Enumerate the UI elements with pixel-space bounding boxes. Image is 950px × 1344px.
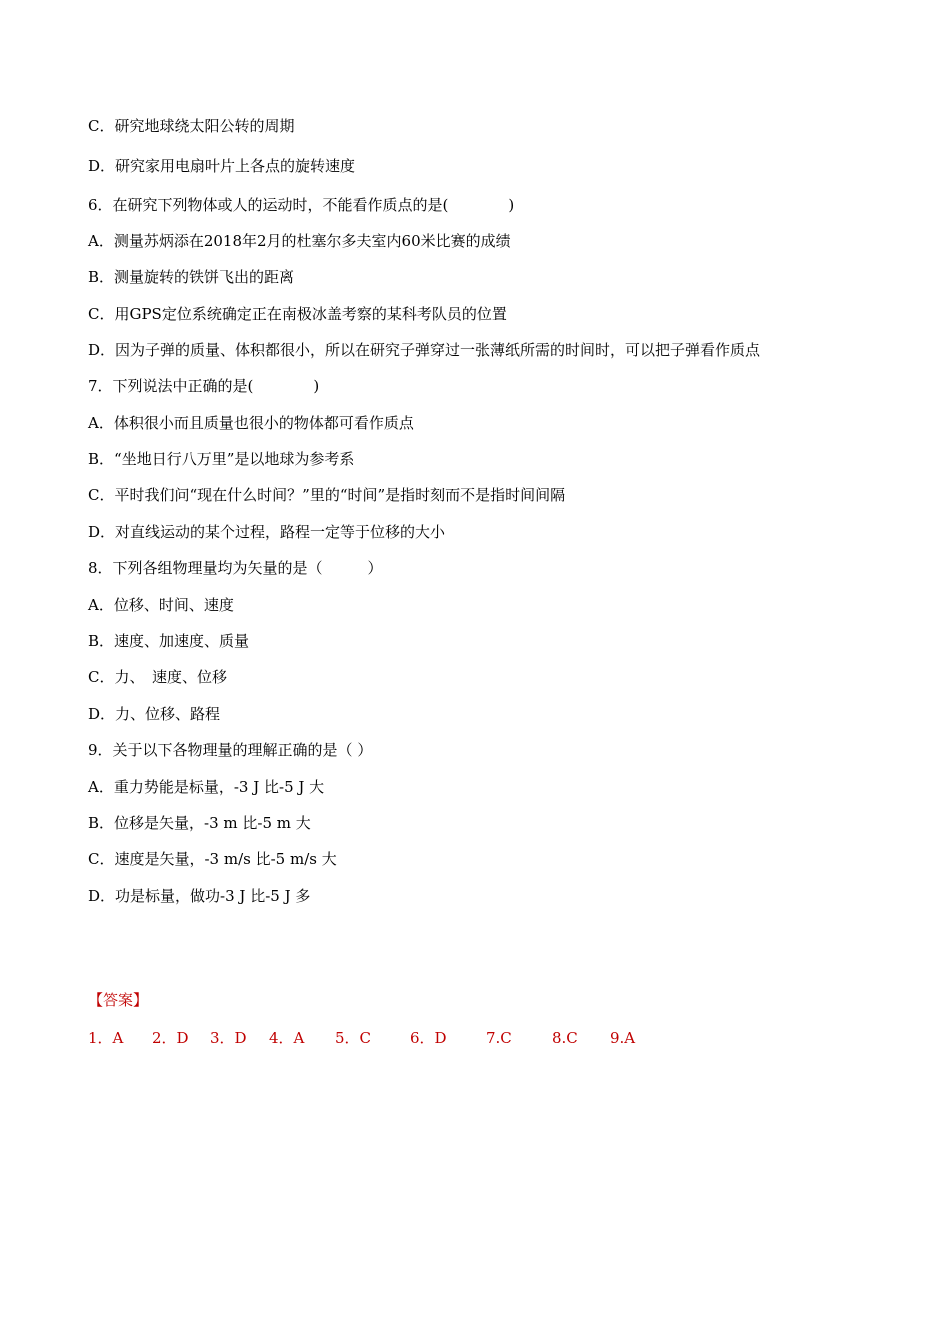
- answer-item: 6．D: [410, 1029, 447, 1047]
- option-text: A．位移、时间、速度: [88, 596, 234, 614]
- option-text: D．对直线运动的某个过程，路程一定等于位移的大小: [88, 523, 446, 541]
- answer-item: 5．C: [335, 1029, 372, 1047]
- option-7A: [88, 413, 414, 433]
- option-text: B．位移是矢量，-3 m 比-5 m 大: [88, 814, 311, 832]
- option-text: B．速度、加速度、质量: [88, 632, 250, 650]
- answer-list: [88, 1028, 635, 1048]
- option-7B: [88, 449, 354, 469]
- option-9C: [88, 849, 337, 869]
- option-text: B．“坐地日行八万里”是以地球为参考系: [88, 450, 355, 468]
- answer-heading: 【答案】: [88, 991, 149, 1009]
- option-text: D．因为子弹的质量、体积都很小，所以在研究子弹穿过一张薄纸所需的时间时，可以把子弹看作质点: [88, 341, 761, 359]
- question-6: [88, 195, 514, 215]
- answer-item: 8.C: [552, 1029, 578, 1047]
- option-6D: [88, 340, 760, 360]
- option-5C: [88, 116, 294, 136]
- question-text: 8．下列各组物理量均为矢量的是（ ）: [88, 559, 383, 577]
- option-text: D．研究家用电扇叶片上各点的旋转速度: [88, 157, 356, 175]
- question-text: 7．下列说法中正确的是( ): [88, 377, 320, 395]
- option-text: D．力、位移、路程: [88, 705, 221, 723]
- option-8D: [88, 704, 220, 724]
- question-text: 9．关于以下各物理量的理解正确的是（ ）: [88, 741, 373, 759]
- answer-item: 4．A: [269, 1029, 305, 1047]
- answer-item: 3．D: [210, 1029, 247, 1047]
- answer-item: 7.C: [486, 1029, 512, 1047]
- option-6B: [88, 267, 294, 287]
- option-5D: [88, 156, 355, 176]
- answer-item: 9.A: [610, 1029, 636, 1047]
- option-text: C．研究地球绕太阳公转的周期: [88, 117, 295, 135]
- question-8: [88, 558, 383, 578]
- option-8A: [88, 595, 234, 615]
- question-7: [88, 376, 319, 396]
- option-text: A．体积很小而且质量也很小的物体都可看作质点: [88, 414, 414, 432]
- option-text: D．功是标量，做功-3 J 比-5 J 多: [88, 887, 311, 905]
- answer-item: 1．A: [88, 1029, 124, 1047]
- option-text: A．测量苏炳添在2018年2月的杜塞尔多夫室内60米比赛的成绩: [88, 232, 511, 250]
- option-6C: [88, 304, 507, 324]
- option-text: C．力、 速度、位移: [88, 668, 227, 686]
- answer-item: 2．D: [152, 1029, 189, 1047]
- option-9B: [88, 813, 311, 833]
- option-8C: [88, 667, 227, 687]
- option-9A: [88, 777, 324, 797]
- question-9: [88, 740, 372, 760]
- option-6A: [88, 231, 511, 251]
- question-text: 6．在研究下列物体或人的运动时，不能看作质点的是( ): [88, 196, 515, 214]
- option-7C: [88, 485, 565, 505]
- option-text: C．速度是矢量，-3 m/s 比-5 m/s 大: [88, 850, 337, 868]
- option-text: C．平时我们问“现在什么时间？”里的“时间”是指时刻而不是指时间间隔: [88, 486, 566, 504]
- option-text: B．测量旋转的铁饼飞出的距离: [88, 268, 295, 286]
- option-8B: [88, 631, 249, 651]
- option-text: C．用GPS定位系统确定正在南极冰盖考察的某科考队员的位置: [88, 305, 507, 323]
- option-text: A．重力势能是标量，-3 J 比-5 J 大: [88, 778, 325, 796]
- option-7D: [88, 522, 445, 542]
- option-9D: [88, 886, 310, 906]
